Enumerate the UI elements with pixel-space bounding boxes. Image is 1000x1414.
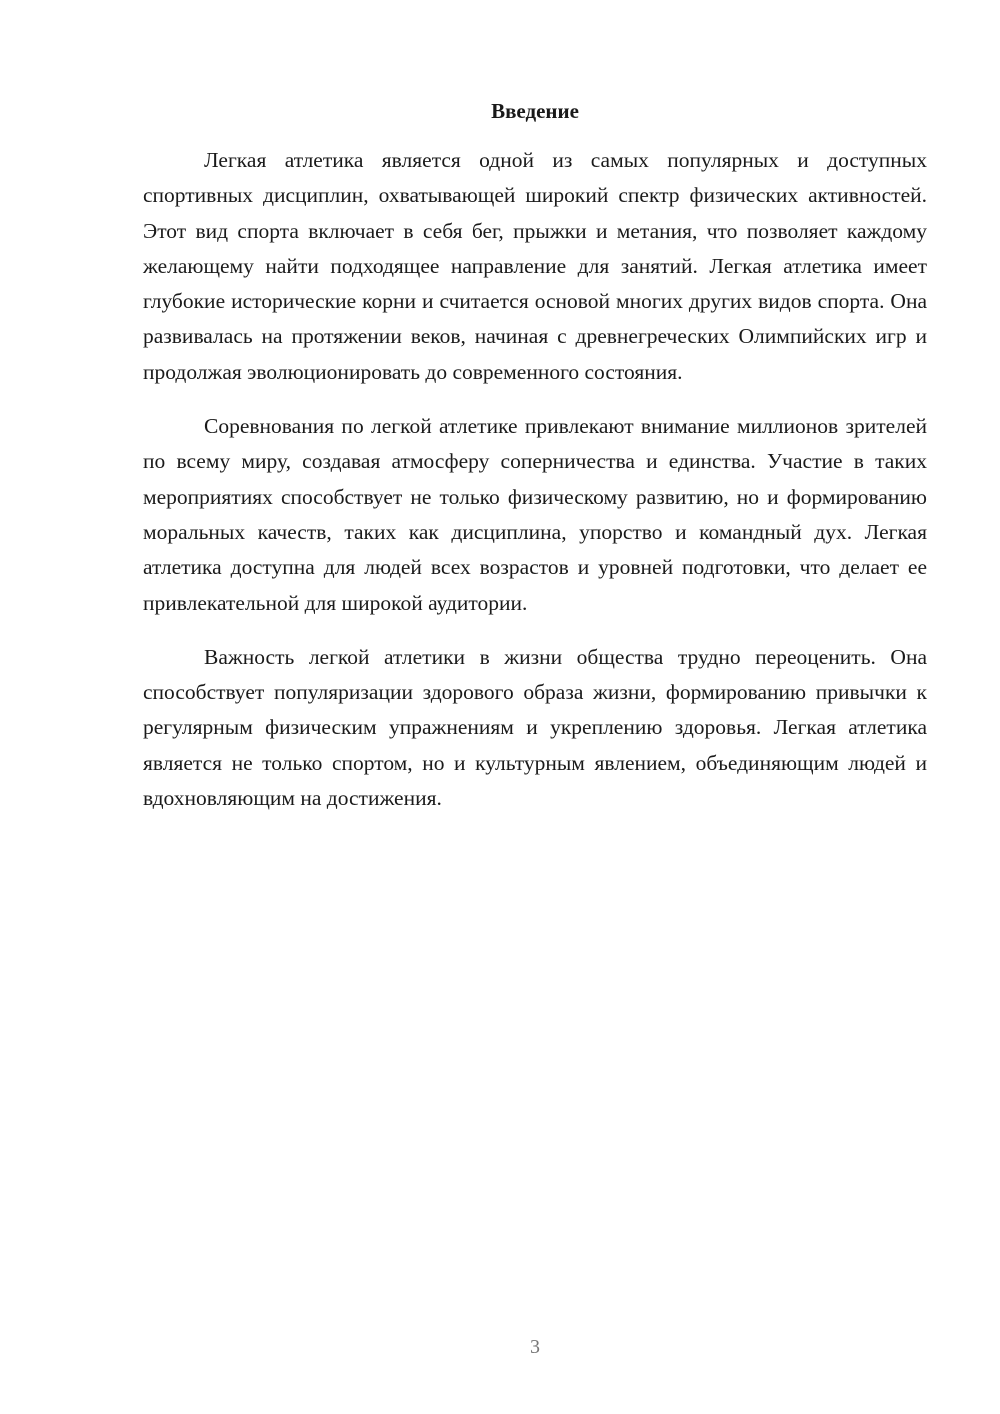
page-title: Введение xyxy=(491,99,579,123)
paragraph-3: Важность легкой атлетики в жизни общества трудно переоценить. Она способствует популяризации здорового образа жизни, формированию привычки к регулярным физическим упражнениям и укреплению здоровья. Легкая атлетика является не только спортом, но и культурным явлением, объединяющим людей и вдохновляющим на достижения. xyxy=(143,644,927,811)
paragraph-2: Соревнования по легкой атлетике привлекают внимание миллионов зрителей по всему миру, создавая атмосферу соперничества и единства. Участие в таких мероприятиях способствует не только физическому развитию, но и формированию моральных качеств, таких как дисциплина, упорство и командный дух. Легкая атлетика доступна для людей всех возрастов и уровней подготовки, что делает ее привлекательной для широкой аудитории. xyxy=(143,414,927,615)
paragraph-1: Легкая атлетика является одной из самых популярных и доступных спортивных дисциплин, охватывающей широкий спектр физических активностей. Этот вид спорта включает в себя бег, прыжки и метания, что позволяет каждому желающему найти подходящее направление для занятий. Легкая атлетика имеет глубокие исторические корни и считается основой многих других видов спорта. Она развивалась на протяжении веков, начиная с древнегреческих Олимпийских игр и продолжая эволюционировать до современного состояния. xyxy=(143,148,927,384)
page-number: 3 xyxy=(530,1336,540,1358)
body-text xyxy=(143,143,927,835)
